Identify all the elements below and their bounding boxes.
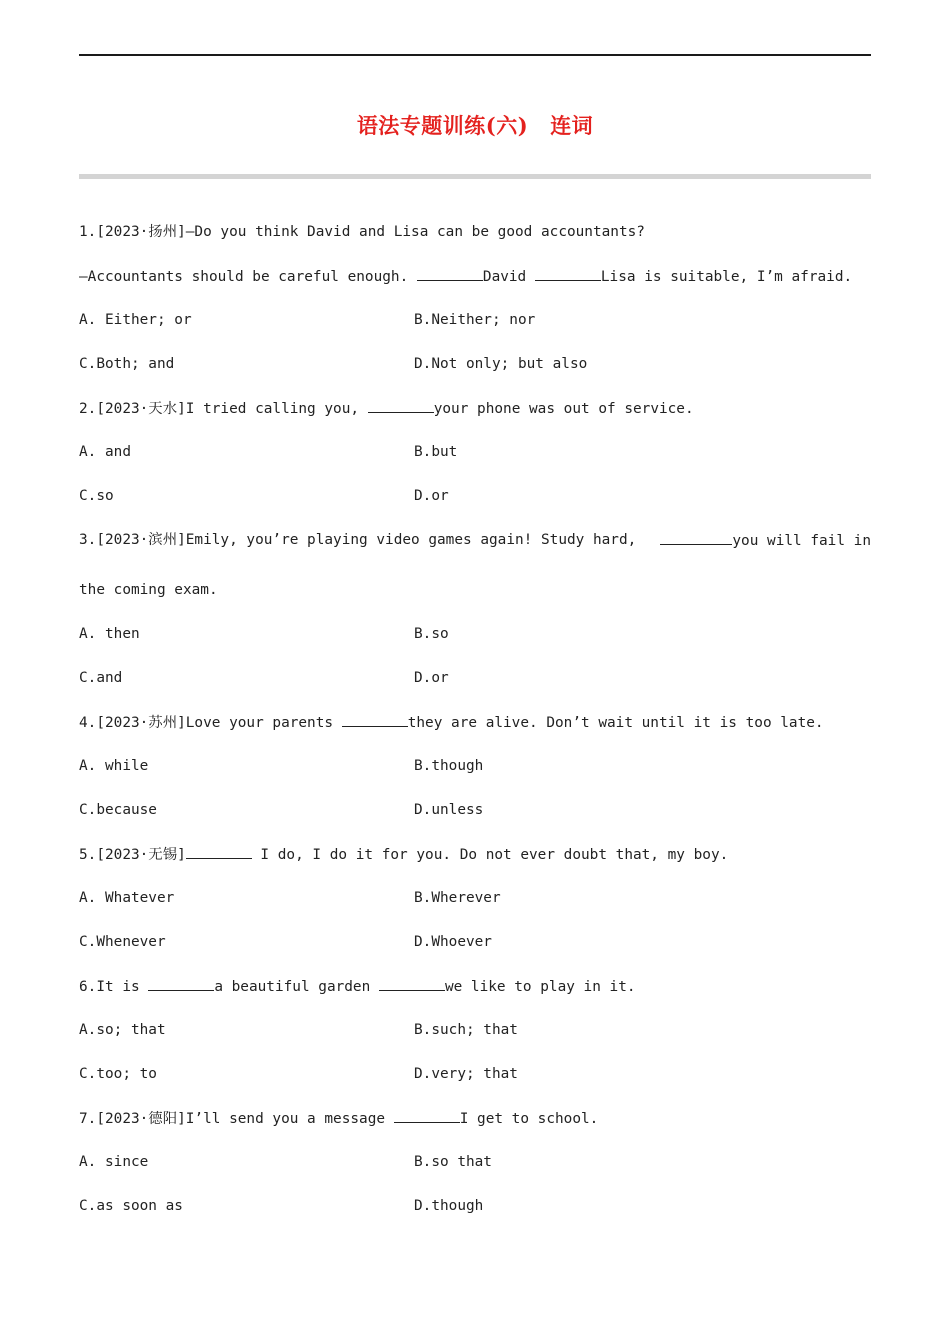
question-6-option-c: C.too; to xyxy=(79,1066,157,1082)
question-2-option-d: D.or xyxy=(414,488,449,504)
question-source: [2023·德阳] xyxy=(96,1111,186,1127)
title-main: 语法专题训练(六) xyxy=(356,113,529,138)
question-number: 6. xyxy=(79,979,97,995)
question-number: 7. xyxy=(79,1111,97,1127)
title-topic: 连词 xyxy=(550,113,594,138)
question-5-option-a: A. Whatever xyxy=(79,890,175,906)
question-4-option-d: D.unless xyxy=(414,802,484,818)
question-3-stem: 3.[2023·滨州]Emily, you’re playing video games again! Study hard, you will fail in xyxy=(79,532,871,549)
answer-blank xyxy=(535,266,601,281)
question-7-stem: 7.[2023·德阳]I’ll send you a message I get to school. xyxy=(79,1108,598,1129)
question-4-option-a: A. while xyxy=(79,758,149,774)
question-3-option-b: B.so xyxy=(414,626,449,642)
top-rule xyxy=(79,54,871,56)
question-5-option-c: C.Whenever xyxy=(79,934,166,950)
question-source: [2023·天水] xyxy=(96,401,186,417)
question-6-option-d: D.very; that xyxy=(414,1066,518,1082)
answer-blank xyxy=(660,530,732,545)
question-3-option-a: A. then xyxy=(79,626,140,642)
question-6-option-b: B.such; that xyxy=(414,1022,518,1038)
question-number: 4. xyxy=(79,715,97,731)
question-1-option-a: A. Either; or xyxy=(79,312,192,328)
question-1-stem-cont: —Accountants should be careful enough. David Lisa is suitable, I’m afraid. xyxy=(79,266,852,287)
question-5-option-d: D.Whoever xyxy=(414,934,492,950)
question-3-option-c: C.and xyxy=(79,670,123,686)
question-1-option-c: C.Both; and xyxy=(79,356,175,372)
question-source: [2023·扬州] xyxy=(96,224,186,240)
question-4-stem: 4.[2023·苏州]Love your parents they are alive. Don’t wait until it is too late. xyxy=(79,712,824,733)
question-5-option-b: B.Wherever xyxy=(414,890,501,906)
question-number: 2. xyxy=(79,401,97,417)
answer-blank xyxy=(368,398,434,413)
question-source: [2023·无锡] xyxy=(96,847,186,863)
question-6-option-a: A.so; that xyxy=(79,1022,166,1038)
question-4-option-b: B.though xyxy=(414,758,484,774)
question-number: 3. xyxy=(79,532,97,548)
page-title xyxy=(0,110,950,140)
question-7-option-c: C.as soon as xyxy=(79,1198,183,1214)
question-6-stem: 6.It is a beautiful garden we like to play in it. xyxy=(79,976,636,997)
question-3-option-d: D.or xyxy=(414,670,449,686)
question-source: [2023·滨州] xyxy=(96,532,186,548)
question-2-option-c: C.so xyxy=(79,488,114,504)
question-1-option-b: B.Neither; nor xyxy=(414,312,536,328)
question-2-option-b: B.but xyxy=(414,444,458,460)
question-2-option-a: A. and xyxy=(79,444,131,460)
question-2-stem: 2.[2023·天水]I tried calling you, your phone was out of service. xyxy=(79,398,694,419)
answer-blank xyxy=(394,1108,460,1123)
question-7-option-b: B.so that xyxy=(414,1154,492,1170)
answer-blank xyxy=(148,976,214,991)
question-4-option-c: C.because xyxy=(79,802,157,818)
answer-blank xyxy=(417,266,483,281)
question-3-stem-cont: the coming exam. xyxy=(79,582,218,598)
question-number: 1. xyxy=(79,224,97,240)
question-source: [2023·苏州] xyxy=(96,715,186,731)
question-5-stem: 5.[2023·无锡] I do, I do it for you. Do not ever doubt that, my boy. xyxy=(79,844,728,865)
question-1-option-d: D.Not only; but also xyxy=(414,356,588,372)
question-number: 5. xyxy=(79,847,97,863)
question-7-option-a: A. since xyxy=(79,1154,149,1170)
question-1-stem: 1.[2023·扬州]—Do you think David and Lisa can be good accountants? xyxy=(79,224,645,240)
answer-blank xyxy=(186,844,252,859)
answer-blank xyxy=(342,712,408,727)
header-divider xyxy=(79,174,871,179)
answer-blank xyxy=(379,976,445,991)
question-7-option-d: D.though xyxy=(414,1198,484,1214)
